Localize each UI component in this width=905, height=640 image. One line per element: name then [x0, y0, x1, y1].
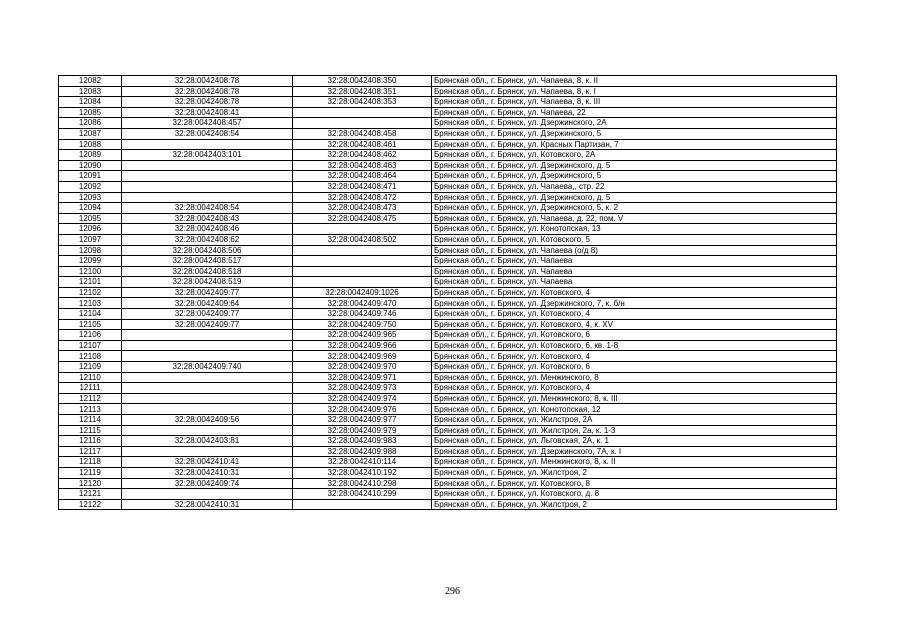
- cadastral-number-cell: 32:28:0042408:506: [122, 245, 293, 256]
- row-number-cell: 12103: [59, 298, 122, 309]
- row-number-cell: 12092: [59, 181, 122, 192]
- object-cadastral-number-cell: 32:28:0042408:463: [293, 160, 432, 171]
- cadastral-number-cell: 32:28:0042408:54: [122, 203, 293, 214]
- table-row: [59, 160, 837, 171]
- address-cell: Брянская обл., г. Брянск, ул. Чапаева: [432, 256, 837, 267]
- table-row: [59, 287, 837, 298]
- table-row: [59, 97, 837, 108]
- cadastral-number-cell: 32:28:0042408:457: [122, 118, 293, 129]
- cadastral-number-cell: 32:28:0042409:64: [122, 298, 293, 309]
- registry-table: [58, 75, 837, 510]
- table-row: [59, 192, 837, 203]
- row-number-cell: 12083: [59, 86, 122, 97]
- row-number-cell: 12121: [59, 489, 122, 500]
- object-cadastral-number-cell: 32:28:0042409:746: [293, 309, 432, 320]
- table-row: [59, 425, 837, 436]
- address-cell: Брянская обл., г. Брянск, ул. Конотопская, 13: [432, 224, 837, 235]
- table-row: [59, 351, 837, 362]
- cadastral-number-cell: [122, 446, 293, 457]
- address-cell: Брянская обл., г. Брянск, ул. Чапаева, 8, к. III: [432, 97, 837, 108]
- cadastral-number-cell: 32:28:0042408:46: [122, 224, 293, 235]
- address-cell: Брянская обл., г. Брянск, ул. Дзержинского, 2А: [432, 118, 837, 129]
- cadastral-number-cell: 32:28:0042409:77: [122, 309, 293, 320]
- table-row: [59, 298, 837, 309]
- row-number-cell: 12112: [59, 393, 122, 404]
- cadastral-number-cell: [122, 139, 293, 150]
- object-cadastral-number-cell: 32:28:0042410:192: [293, 467, 432, 478]
- page-number: 296: [445, 586, 460, 597]
- address-cell: Брянская обл., г. Брянск, ул. Конотопская, 12: [432, 404, 837, 415]
- cadastral-number-cell: [122, 393, 293, 404]
- row-number-cell: 12094: [59, 203, 122, 214]
- table-row: [59, 415, 837, 426]
- table-row: [59, 76, 837, 87]
- object-cadastral-number-cell: [293, 499, 432, 510]
- cadastral-number-cell: 32:28:0042408:517: [122, 256, 293, 267]
- row-number-cell: 12107: [59, 340, 122, 351]
- table-row: [59, 203, 837, 214]
- registry-table-body: [59, 76, 837, 510]
- cadastral-number-cell: 32:28:0042410:41: [122, 457, 293, 468]
- object-cadastral-number-cell: 32:28:0042409:969: [293, 351, 432, 362]
- table-row: [59, 224, 837, 235]
- object-cadastral-number-cell: 32:28:0042408:353: [293, 97, 432, 108]
- cadastral-number-cell: [122, 351, 293, 362]
- row-number-cell: 12100: [59, 266, 122, 277]
- table-row: [59, 478, 837, 489]
- row-number-cell: 12082: [59, 76, 122, 87]
- address-cell: Брянская обл., г. Брянск, ул. Льговская, 2А, к. 1: [432, 436, 837, 447]
- address-cell: Брянская обл., г. Брянск, ул. Котовского, 4: [432, 351, 837, 362]
- object-cadastral-number-cell: 32:28:0042409:979: [293, 425, 432, 436]
- cadastral-number-cell: 32:28:0042409:56: [122, 415, 293, 426]
- table-row: [59, 340, 837, 351]
- row-number-cell: 12091: [59, 171, 122, 182]
- row-number-cell: 12111: [59, 383, 122, 394]
- object-cadastral-number-cell: 32:28:0042410:299: [293, 489, 432, 500]
- object-cadastral-number-cell: 32:28:0042409:988: [293, 446, 432, 457]
- cadastral-number-cell: [122, 171, 293, 182]
- table-row: [59, 213, 837, 224]
- cadastral-number-cell: 32:28:0042408:519: [122, 277, 293, 288]
- object-cadastral-number-cell: [293, 256, 432, 267]
- table-row: [59, 266, 837, 277]
- row-number-cell: 12116: [59, 436, 122, 447]
- address-cell: Брянская обл., г. Брянск, ул. Чапаева, 8, к. I: [432, 86, 837, 97]
- row-number-cell: 12099: [59, 256, 122, 267]
- cadastral-number-cell: 32:28:0042408:62: [122, 234, 293, 245]
- address-cell: Брянская обл., г. Брянск, ул. Дзержинского, 5, к. 2: [432, 203, 837, 214]
- object-cadastral-number-cell: [293, 277, 432, 288]
- address-cell: Брянская обл., г. Брянск, ул. Дзержинского, 7, к. б/н: [432, 298, 837, 309]
- cadastral-number-cell: [122, 181, 293, 192]
- object-cadastral-number-cell: 32:28:0042409:976: [293, 404, 432, 415]
- cadastral-number-cell: 32:28:0042403:81: [122, 436, 293, 447]
- row-number-cell: 12110: [59, 372, 122, 383]
- object-cadastral-number-cell: 32:28:0042409:750: [293, 319, 432, 330]
- object-cadastral-number-cell: 32:28:0042408:461: [293, 139, 432, 150]
- row-number-cell: 12113: [59, 404, 122, 415]
- table-row: [59, 383, 837, 394]
- address-cell: Брянская обл., г. Брянск, ул. Дзержинского, д. 5: [432, 160, 837, 171]
- address-cell: Брянская обл., г. Брянск, ул. Чапаева (о/д 8): [432, 245, 837, 256]
- address-cell: Брянская обл., г. Брянск, ул. Чапаева, 8, к. II: [432, 76, 837, 87]
- address-cell: Брянская обл., г. Брянск, ул. Котовского, 4, к. XV: [432, 319, 837, 330]
- address-cell: Брянская обл., г. Брянск, ул. Чапаева: [432, 277, 837, 288]
- address-cell: Брянская обл., г. Брянск, ул. Котовского, 4: [432, 287, 837, 298]
- cadastral-number-cell: 32:28:0042403:101: [122, 150, 293, 161]
- object-cadastral-number-cell: [293, 245, 432, 256]
- address-cell: Брянская обл., г. Брянск, ул. Чапаева,, стр. 22: [432, 181, 837, 192]
- cadastral-number-cell: 32:28:0042408:78: [122, 86, 293, 97]
- row-number-cell: 12090: [59, 160, 122, 171]
- address-cell: Брянская обл., г. Брянск, ул. Чапаева: [432, 266, 837, 277]
- address-cell: Брянская обл., г. Брянск, ул. Жилстроя, 2А: [432, 415, 837, 426]
- cadastral-number-cell: [122, 404, 293, 415]
- address-cell: Брянская обл., г. Брянск, ул. Дзержинского, 5: [432, 128, 837, 139]
- address-cell: Брянская обл., г. Брянск, ул. Менжинского, 8: [432, 372, 837, 383]
- object-cadastral-number-cell: 32:28:0042409:1026: [293, 287, 432, 298]
- row-number-cell: 12095: [59, 213, 122, 224]
- table-row: [59, 128, 837, 139]
- object-cadastral-number-cell: 32:28:0042408:473: [293, 203, 432, 214]
- cadastral-number-cell: 32:28:0042408:78: [122, 76, 293, 87]
- table-row: [59, 404, 837, 415]
- row-number-cell: 12096: [59, 224, 122, 235]
- row-number-cell: 12087: [59, 128, 122, 139]
- row-number-cell: 12102: [59, 287, 122, 298]
- row-number-cell: 12108: [59, 351, 122, 362]
- object-cadastral-number-cell: [293, 266, 432, 277]
- table-row: [59, 150, 837, 161]
- object-cadastral-number-cell: [293, 107, 432, 118]
- address-cell: Брянская обл., г. Брянск, ул. Чапаева, 22: [432, 107, 837, 118]
- address-cell: Брянская обл., г. Брянск, ул. Котовского, 4: [432, 309, 837, 320]
- object-cadastral-number-cell: 32:28:0042408:458: [293, 128, 432, 139]
- object-cadastral-number-cell: 32:28:0042409:977: [293, 415, 432, 426]
- object-cadastral-number-cell: 32:28:0042409:974: [293, 393, 432, 404]
- row-number-cell: 12122: [59, 499, 122, 510]
- row-number-cell: 12097: [59, 234, 122, 245]
- row-number-cell: 12089: [59, 150, 122, 161]
- row-number-cell: 12115: [59, 425, 122, 436]
- cadastral-number-cell: [122, 489, 293, 500]
- table-row: [59, 245, 837, 256]
- cadastral-number-cell: 32:28:0042410:31: [122, 499, 293, 510]
- table-row: [59, 446, 837, 457]
- object-cadastral-number-cell: [293, 118, 432, 129]
- address-cell: Брянская обл., г. Брянск, ул. Котовского, 4: [432, 383, 837, 394]
- cadastral-number-cell: 32:28:0042409:77: [122, 319, 293, 330]
- object-cadastral-number-cell: 32:28:0042408:472: [293, 192, 432, 203]
- address-cell: Брянская обл., г. Брянск, ул. Котовского, 8: [432, 478, 837, 489]
- object-cadastral-number-cell: 32:28:0042408:351: [293, 86, 432, 97]
- table-row: [59, 139, 837, 150]
- row-number-cell: 12084: [59, 97, 122, 108]
- object-cadastral-number-cell: 32:28:0042408:464: [293, 171, 432, 182]
- address-cell: Брянская обл., г. Брянск, ул. Котовского, д. 8: [432, 489, 837, 500]
- address-cell: Брянская обл., г. Брянск, ул. Дзержинского, д. 5: [432, 192, 837, 203]
- table-row: [59, 107, 837, 118]
- cadastral-number-cell: [122, 383, 293, 394]
- object-cadastral-number-cell: 32:28:0042408:462: [293, 150, 432, 161]
- object-cadastral-number-cell: 32:28:0042409:966: [293, 340, 432, 351]
- cadastral-number-cell: [122, 160, 293, 171]
- address-cell: Брянская обл., г. Брянск, ул. Красных Партизан, 7: [432, 139, 837, 150]
- address-cell: Брянская обл., г. Брянск, ул. Жилстроя, 2: [432, 467, 837, 478]
- object-cadastral-number-cell: 32:28:0042409:973: [293, 383, 432, 394]
- cadastral-number-cell: [122, 340, 293, 351]
- row-number-cell: 12104: [59, 309, 122, 320]
- row-number-cell: 12085: [59, 107, 122, 118]
- table-row: [59, 457, 837, 468]
- object-cadastral-number-cell: 32:28:0042410:114: [293, 457, 432, 468]
- cadastral-number-cell: [122, 425, 293, 436]
- cadastral-number-cell: 32:28:0042408:78: [122, 97, 293, 108]
- cadastral-number-cell: 32:28:0042410:31: [122, 467, 293, 478]
- row-number-cell: 12106: [59, 330, 122, 341]
- object-cadastral-number-cell: 32:28:0042408:350: [293, 76, 432, 87]
- cadastral-number-cell: [122, 372, 293, 383]
- row-number-cell: 12120: [59, 478, 122, 489]
- table-row: [59, 309, 837, 320]
- address-cell: Брянская обл., г. Брянск, ул. Жилстроя, 2а, к. 1-3: [432, 425, 837, 436]
- table-row: [59, 393, 837, 404]
- table-row: [59, 319, 837, 330]
- table-row: [59, 489, 837, 500]
- table-row: [59, 181, 837, 192]
- object-cadastral-number-cell: 32:28:0042409:470: [293, 298, 432, 309]
- cadastral-number-cell: [122, 192, 293, 203]
- table-row: [59, 118, 837, 129]
- address-cell: Брянская обл., г. Брянск, ул. Дзержинского, 5: [432, 171, 837, 182]
- table-row: [59, 234, 837, 245]
- row-number-cell: 12114: [59, 415, 122, 426]
- table-row: [59, 171, 837, 182]
- address-cell: Брянская обл., г. Брянск, ул. Дзержинского, 7А, к. I: [432, 446, 837, 457]
- address-cell: Брянская обл., г. Брянск, ул. Котовского, 6: [432, 362, 837, 373]
- address-cell: Брянская обл., г. Брянск, ул. Менжинского, 8, к. II: [432, 457, 837, 468]
- row-number-cell: 12109: [59, 362, 122, 373]
- object-cadastral-number-cell: 32:28:0042408:475: [293, 213, 432, 224]
- row-number-cell: 12119: [59, 467, 122, 478]
- cadastral-number-cell: 32:28:0042408:43: [122, 213, 293, 224]
- row-number-cell: 12118: [59, 457, 122, 468]
- address-cell: Брянская обл., г. Брянск, ул. Жилстроя, 2: [432, 499, 837, 510]
- table-row: [59, 467, 837, 478]
- table-row: [59, 330, 837, 341]
- address-cell: Брянская обл., г. Брянск, ул. Котовского, 6, кв. 1-8: [432, 340, 837, 351]
- cadastral-number-cell: [122, 330, 293, 341]
- address-cell: Брянская обл., г. Брянск, ул. Котовского, 2А: [432, 150, 837, 161]
- cadastral-number-cell: 32:28:0042408:41: [122, 107, 293, 118]
- table-row: [59, 277, 837, 288]
- object-cadastral-number-cell: 32:28:0042409:965: [293, 330, 432, 341]
- row-number-cell: 12117: [59, 446, 122, 457]
- row-number-cell: 12088: [59, 139, 122, 150]
- cadastral-number-cell: 32:28:0042409:740: [122, 362, 293, 373]
- table-row: [59, 256, 837, 267]
- table-row: [59, 362, 837, 373]
- cadastral-number-cell: 32:28:0042408:54: [122, 128, 293, 139]
- object-cadastral-number-cell: 32:28:0042410:298: [293, 478, 432, 489]
- row-number-cell: 12093: [59, 192, 122, 203]
- object-cadastral-number-cell: [293, 224, 432, 235]
- row-number-cell: 12098: [59, 245, 122, 256]
- table-row: [59, 436, 837, 447]
- address-cell: Брянская обл., г. Брянск, ул. Котовского, 6: [432, 330, 837, 341]
- row-number-cell: 12105: [59, 319, 122, 330]
- row-number-cell: 12086: [59, 118, 122, 129]
- cadastral-number-cell: 32:28:0042408:518: [122, 266, 293, 277]
- object-cadastral-number-cell: 32:28:0042408:471: [293, 181, 432, 192]
- object-cadastral-number-cell: 32:28:0042408:502: [293, 234, 432, 245]
- cadastral-number-cell: 32:28:0042409:74: [122, 478, 293, 489]
- cadastral-number-cell: 32:28:0042409:77: [122, 287, 293, 298]
- address-cell: Брянская обл., г. Брянск, ул. Менжинского, 8, к. III: [432, 393, 837, 404]
- object-cadastral-number-cell: 32:28:0042409:970: [293, 362, 432, 373]
- object-cadastral-number-cell: 32:28:0042409:983: [293, 436, 432, 447]
- address-cell: Брянская обл., г. Брянск, ул. Котовского, 5: [432, 234, 837, 245]
- object-cadastral-number-cell: 32:28:0042409:971: [293, 372, 432, 383]
- row-number-cell: 12101: [59, 277, 122, 288]
- table-row: [59, 86, 837, 97]
- address-cell: Брянская обл., г. Брянск, ул. Чапаева, д. 22, пом. V: [432, 213, 837, 224]
- table-row: [59, 499, 837, 510]
- table-row: [59, 372, 837, 383]
